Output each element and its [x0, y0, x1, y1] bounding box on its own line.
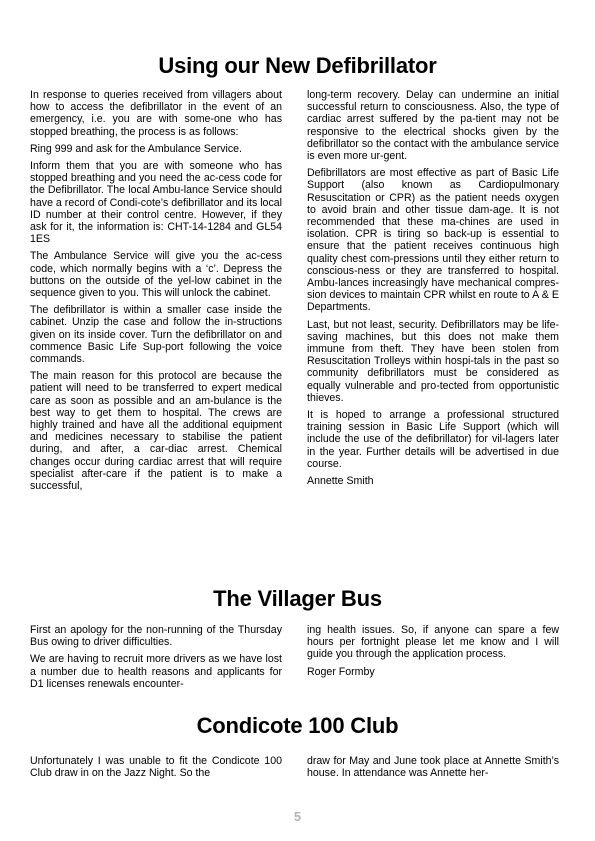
section-title-100-club: Condicote 100 Club — [196, 713, 399, 738]
paragraph: The Ambulance Service will give you the ac-cess code, which normally begins with a ‘c’. Depress the buttons on the outside of the yel-low cabinet in the sequence given to you. This will unlock the cabinet. — [30, 250, 282, 300]
paragraph: Ring 999 and ask for the Ambulance Service. — [30, 142, 242, 155]
paragraph: Last, but not least, security. Defibrillators may be life-saving machines, but this does not make them immune from theft. They have been stolen from Resuscitation Trolleys within hospi-tals in the past so community defibrillators must be considered as equally vulnerable and pro-tected from opportunistic thieves. — [307, 318, 559, 404]
page-number: 5 — [293, 809, 302, 824]
paragraph: long-term recovery. Delay can undermine an initial successful return to consciousness. Also, the type of cardiac arrest suffered by the pa-tient may not be responsive to the electrical shocks given by the defibrillator so the contact with the ambulance service is even more ur-gent. — [307, 89, 559, 163]
villager-bus-right-column — [307, 624, 559, 683]
paragraph: ing health issues. So, if anyone can spare a few hours per fortnight please let me know and I will guide you through the application process. — [307, 624, 559, 661]
paragraph: Defibrillators are most effective as part of Basic Life Support (also known as Cardiopulmonary Resuscitation or CPR) as the patient needs oxygen to avoid brain and other tissue dam-age. It is not recommended that these ma-chines are used in isolation. CPR is tiring so back-up is essential to ensure that the patient receives continuous high quality chest com-pressions until they either return to conscious-ness or they are transferred to hospital. Ambu-lances increasingly have mechanical compres-sion devices to maintain CPR whilst en route to A & E Departments. — [307, 167, 559, 314]
section-title-defibrillator: Using our New Defibrillator — [158, 53, 437, 78]
author-signature: Annette Smith — [307, 475, 374, 488]
paragraph: Unfortunately I was unable to fit the Condicote 100 Club draw in on the Jazz Night. So the — [30, 755, 282, 780]
paragraph: We are having to recruit more drivers as we have lost a number due to health reasons and applicants for D1 licenses renewals encounter- — [30, 653, 282, 690]
paragraph: The defibrillator is within a smaller case inside the cabinet. Unzip the case and follow the in-structions given on its inside cover. Turn the defibrillator on and commence Basic Life Sup-port following the voice commands. — [30, 304, 282, 366]
club-left-column — [30, 755, 282, 784]
paragraph: It is hoped to arrange a professional structured training session in Basic Life Support (which will include the use of the defibrillator) for vil-lagers later in the year. Further details will be advertised in due course. — [307, 409, 559, 470]
defibrillator-left-column — [30, 89, 282, 497]
paragraph: In response to queries received from villagers about how to access the defibrillator in the event of an emergency, i.e. you are with some-one who has stopped breathing, the process is as follows: — [30, 89, 282, 138]
author-signature: Roger Formby — [307, 665, 375, 678]
section-title-villager-bus: The Villager Bus — [213, 586, 382, 611]
paragraph: Inform them that you are with someone who has stopped breathing and you need the ac-cess code for the Defibrillator. The local Ambu-lance Service should have a record of Condi-cote’s defibrillator and its local ID number at their control centre. However, if they ask for it, the information is: CHT-14-1284 and GL54 1ES — [30, 160, 282, 246]
paragraph: First an apology for the non-running of the Thursday Bus owing to driver difficulties. — [30, 624, 282, 649]
paragraph: The main reason for this protocol are because the patient will need to be transferred to expert medical care as soon as possible and an am-bulance is the best way to get them to hospital. The crews are highly trained and have all the additional equipment and medicines necessary to stabilise the patient during, and after, a car-diac arrest. Chemical changes occur during cardiac arrest that will require specialist after-care if the patient is to make a successful, — [30, 370, 282, 493]
club-right-column — [307, 755, 559, 784]
paragraph: draw for May and June took place at Annette Smith’s house. In attendance was Annette her- — [307, 755, 559, 780]
villager-bus-left-column — [30, 624, 282, 695]
defibrillator-right-column — [307, 89, 559, 492]
